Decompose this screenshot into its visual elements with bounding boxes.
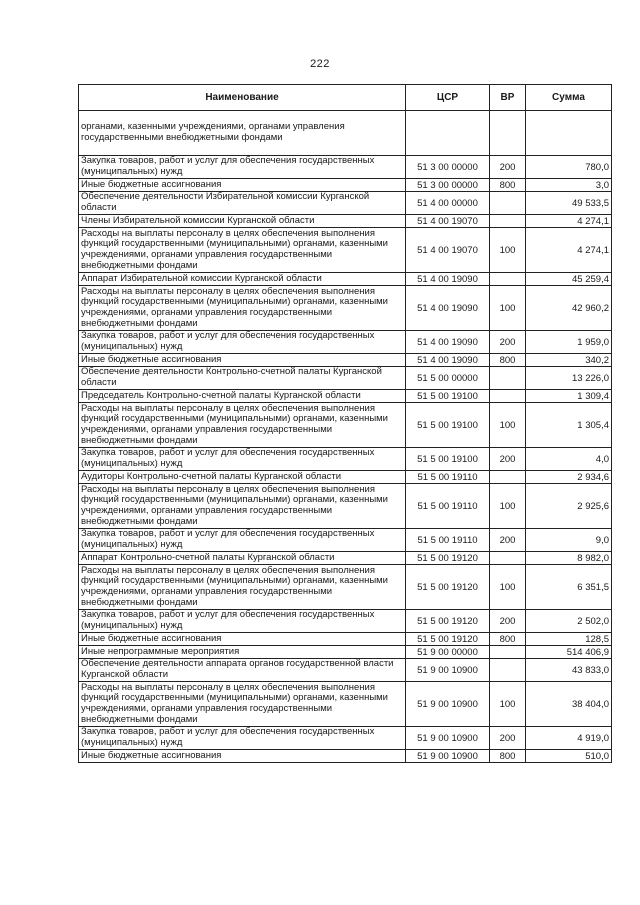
cell-csr: 51 4 00 00000 bbox=[406, 192, 490, 215]
cell-name: Аппарат Избирательной комиссии Курганской области bbox=[79, 273, 406, 286]
cell-vr bbox=[490, 111, 526, 156]
cell-vr: 800 bbox=[490, 750, 526, 763]
table-row bbox=[79, 273, 612, 286]
cell-sum: 1 305,4 bbox=[526, 403, 612, 448]
cell-name: Расходы на выплаты персоналу в целях обеспечения выполнения функций государственными (муниципальными) органами, казенными учреждениями, органами управления государственными внебюджетными фондами bbox=[79, 682, 406, 727]
cell-name: органами, казенными учреждениями, органами управления государственными внебюджетными фондами bbox=[79, 111, 406, 156]
cell-csr: 51 5 00 19100 bbox=[406, 403, 490, 448]
cell-name: Иные бюджетные ассигнования bbox=[79, 750, 406, 763]
cell-name: Расходы на выплаты персоналу в целях обеспечения выполнения функций государственными (муниципальными) органами, казенными учреждениями, органами управления государственными внебюджетными фондами bbox=[79, 286, 406, 331]
cell-vr: 800 bbox=[490, 633, 526, 646]
cell-name: Обеспечение деятельности аппарата органов государственной власти Курганской области bbox=[79, 659, 406, 682]
header-csr: ЦСР bbox=[406, 85, 490, 111]
cell-vr: 200 bbox=[490, 610, 526, 633]
table-row bbox=[79, 727, 612, 750]
cell-sum: 510,0 bbox=[526, 750, 612, 763]
cell-vr bbox=[490, 367, 526, 390]
table-row bbox=[79, 403, 612, 448]
table-row bbox=[79, 156, 612, 179]
cell-csr: 51 4 00 19090 bbox=[406, 354, 490, 367]
cell-sum: 1 959,0 bbox=[526, 331, 612, 354]
table-row bbox=[79, 471, 612, 484]
cell-csr: 51 5 00 19110 bbox=[406, 529, 490, 552]
cell-sum: 42 960,2 bbox=[526, 286, 612, 331]
cell-name: Расходы на выплаты персоналу в целях обеспечения выполнения функций государственными (муниципальными) органами, казенными учреждениями, органами управления государственными внебюджетными фондами bbox=[79, 484, 406, 529]
cell-vr: 200 bbox=[490, 529, 526, 552]
table-row bbox=[79, 646, 612, 659]
cell-sum: 4 274,1 bbox=[526, 215, 612, 228]
cell-csr: 51 5 00 19110 bbox=[406, 484, 490, 529]
table-row bbox=[79, 659, 612, 682]
cell-sum: 4 274,1 bbox=[526, 228, 612, 273]
cell-csr: 51 3 00 00000 bbox=[406, 156, 490, 179]
cell-csr: 51 9 00 10900 bbox=[406, 682, 490, 727]
table-row bbox=[79, 552, 612, 565]
cell-vr: 200 bbox=[490, 156, 526, 179]
cell-csr: 51 4 00 19090 bbox=[406, 331, 490, 354]
table-row bbox=[79, 529, 612, 552]
cell-name: Иные бюджетные ассигнования bbox=[79, 633, 406, 646]
table-row bbox=[79, 111, 612, 156]
table-header-row bbox=[79, 85, 612, 111]
cell-name: Закупка товаров, работ и услуг для обеспечения государственных (муниципальных) нужд bbox=[79, 610, 406, 633]
cell-csr: 51 4 00 19070 bbox=[406, 215, 490, 228]
cell-sum: 13 226,0 bbox=[526, 367, 612, 390]
cell-name: Обеспечение деятельности Избирательной комиссии Курганской области bbox=[79, 192, 406, 215]
cell-name: Иные бюджетные ассигнования bbox=[79, 354, 406, 367]
cell-vr: 100 bbox=[490, 484, 526, 529]
cell-csr: 51 9 00 10900 bbox=[406, 659, 490, 682]
cell-vr: 800 bbox=[490, 179, 526, 192]
header-sum: Сумма bbox=[526, 85, 612, 111]
cell-csr: 51 5 00 19120 bbox=[406, 552, 490, 565]
cell-sum: 780,0 bbox=[526, 156, 612, 179]
table-row bbox=[79, 484, 612, 529]
cell-csr: 51 4 00 19070 bbox=[406, 228, 490, 273]
cell-vr: 800 bbox=[490, 354, 526, 367]
cell-name: Обеспечение деятельности Контрольно-счетной палаты Курганской области bbox=[79, 367, 406, 390]
cell-name: Закупка товаров, работ и услуг для обеспечения государственных (муниципальных) нужд bbox=[79, 529, 406, 552]
cell-name: Аппарат Контрольно-счетной палаты Курганской области bbox=[79, 552, 406, 565]
cell-csr: 51 5 00 00000 bbox=[406, 367, 490, 390]
cell-csr: 51 4 00 19090 bbox=[406, 286, 490, 331]
cell-name: Председатель Контрольно-счетной палаты Курганской области bbox=[79, 390, 406, 403]
cell-vr: 200 bbox=[490, 331, 526, 354]
table-row bbox=[79, 633, 612, 646]
cell-csr: 51 5 00 19120 bbox=[406, 633, 490, 646]
cell-sum bbox=[526, 111, 612, 156]
cell-csr bbox=[406, 111, 490, 156]
page-number: 222 bbox=[310, 58, 330, 70]
cell-vr bbox=[490, 273, 526, 286]
cell-name: Расходы на выплаты персоналу в целях обеспечения выполнения функций государственными (муниципальными) органами, казенными учреждениями, органами управления государственными внебюджетными фондами bbox=[79, 403, 406, 448]
table-row bbox=[79, 179, 612, 192]
table-row bbox=[79, 390, 612, 403]
table-row bbox=[79, 215, 612, 228]
cell-vr: 100 bbox=[490, 565, 526, 610]
cell-sum: 1 309,4 bbox=[526, 390, 612, 403]
table-row bbox=[79, 682, 612, 727]
cell-vr bbox=[490, 215, 526, 228]
cell-sum: 2 925,6 bbox=[526, 484, 612, 529]
cell-vr bbox=[490, 646, 526, 659]
cell-vr bbox=[490, 192, 526, 215]
cell-name: Закупка товаров, работ и услуг для обеспечения государственных (муниципальных) нужд bbox=[79, 331, 406, 354]
cell-sum: 4,0 bbox=[526, 448, 612, 471]
cell-csr: 51 5 00 19110 bbox=[406, 471, 490, 484]
cell-csr: 51 5 00 19120 bbox=[406, 610, 490, 633]
table-row bbox=[79, 331, 612, 354]
cell-vr: 100 bbox=[490, 228, 526, 273]
cell-name: Закупка товаров, работ и услуг для обеспечения государственных (муниципальных) нужд bbox=[79, 727, 406, 750]
cell-csr: 51 5 00 19120 bbox=[406, 565, 490, 610]
cell-sum: 3,0 bbox=[526, 179, 612, 192]
cell-sum: 2 934,6 bbox=[526, 471, 612, 484]
cell-sum: 49 533,5 bbox=[526, 192, 612, 215]
cell-vr bbox=[490, 659, 526, 682]
cell-sum: 4 919,0 bbox=[526, 727, 612, 750]
cell-sum: 9,0 bbox=[526, 529, 612, 552]
cell-csr: 51 3 00 00000 bbox=[406, 179, 490, 192]
cell-name: Закупка товаров, работ и услуг для обеспечения государственных (муниципальных) нужд bbox=[79, 448, 406, 471]
cell-name: Иные непрограммные мероприятия bbox=[79, 646, 406, 659]
cell-csr: 51 5 00 19100 bbox=[406, 390, 490, 403]
cell-sum: 340,2 bbox=[526, 354, 612, 367]
table-row bbox=[79, 565, 612, 610]
cell-csr: 51 4 00 19090 bbox=[406, 273, 490, 286]
cell-sum: 43 833,0 bbox=[526, 659, 612, 682]
cell-name: Аудиторы Контрольно-счетной палаты Курганской области bbox=[79, 471, 406, 484]
cell-sum: 8 982,0 bbox=[526, 552, 612, 565]
table-row bbox=[79, 354, 612, 367]
table-row bbox=[79, 228, 612, 273]
cell-sum: 6 351,5 bbox=[526, 565, 612, 610]
cell-vr: 100 bbox=[490, 682, 526, 727]
cell-name: Члены Избирательной комиссии Курганской области bbox=[79, 215, 406, 228]
cell-vr: 100 bbox=[490, 286, 526, 331]
header-vr: ВР bbox=[490, 85, 526, 111]
table-row bbox=[79, 367, 612, 390]
cell-csr: 51 9 00 10900 bbox=[406, 727, 490, 750]
table-row bbox=[79, 286, 612, 331]
cell-name: Закупка товаров, работ и услуг для обеспечения государственных (муниципальных) нужд bbox=[79, 156, 406, 179]
cell-csr: 51 5 00 19100 bbox=[406, 448, 490, 471]
cell-name: Иные бюджетные ассигнования bbox=[79, 179, 406, 192]
cell-vr: 200 bbox=[490, 727, 526, 750]
cell-name: Расходы на выплаты персоналу в целях обеспечения выполнения функций государственными (муниципальными) органами, казенными учреждениями, органами управления государственными внебюджетными фондами bbox=[79, 228, 406, 273]
cell-vr bbox=[490, 390, 526, 403]
cell-vr: 100 bbox=[490, 403, 526, 448]
cell-sum: 128,5 bbox=[526, 633, 612, 646]
budget-table bbox=[78, 84, 612, 763]
table-row bbox=[79, 448, 612, 471]
cell-sum: 2 502,0 bbox=[526, 610, 612, 633]
table-row bbox=[79, 192, 612, 215]
header-name: Наименование bbox=[79, 85, 406, 111]
cell-csr: 51 9 00 00000 bbox=[406, 646, 490, 659]
cell-sum: 514 406,9 bbox=[526, 646, 612, 659]
table-row bbox=[79, 750, 612, 763]
table-row bbox=[79, 610, 612, 633]
cell-vr: 200 bbox=[490, 448, 526, 471]
cell-vr bbox=[490, 552, 526, 565]
cell-name: Расходы на выплаты персоналу в целях обеспечения выполнения функций государственными (муниципальными) органами, казенными учреждениями, органами управления государственными внебюджетными фондами bbox=[79, 565, 406, 610]
cell-sum: 38 404,0 bbox=[526, 682, 612, 727]
cell-sum: 45 259,4 bbox=[526, 273, 612, 286]
cell-vr bbox=[490, 471, 526, 484]
cell-csr: 51 9 00 10900 bbox=[406, 750, 490, 763]
